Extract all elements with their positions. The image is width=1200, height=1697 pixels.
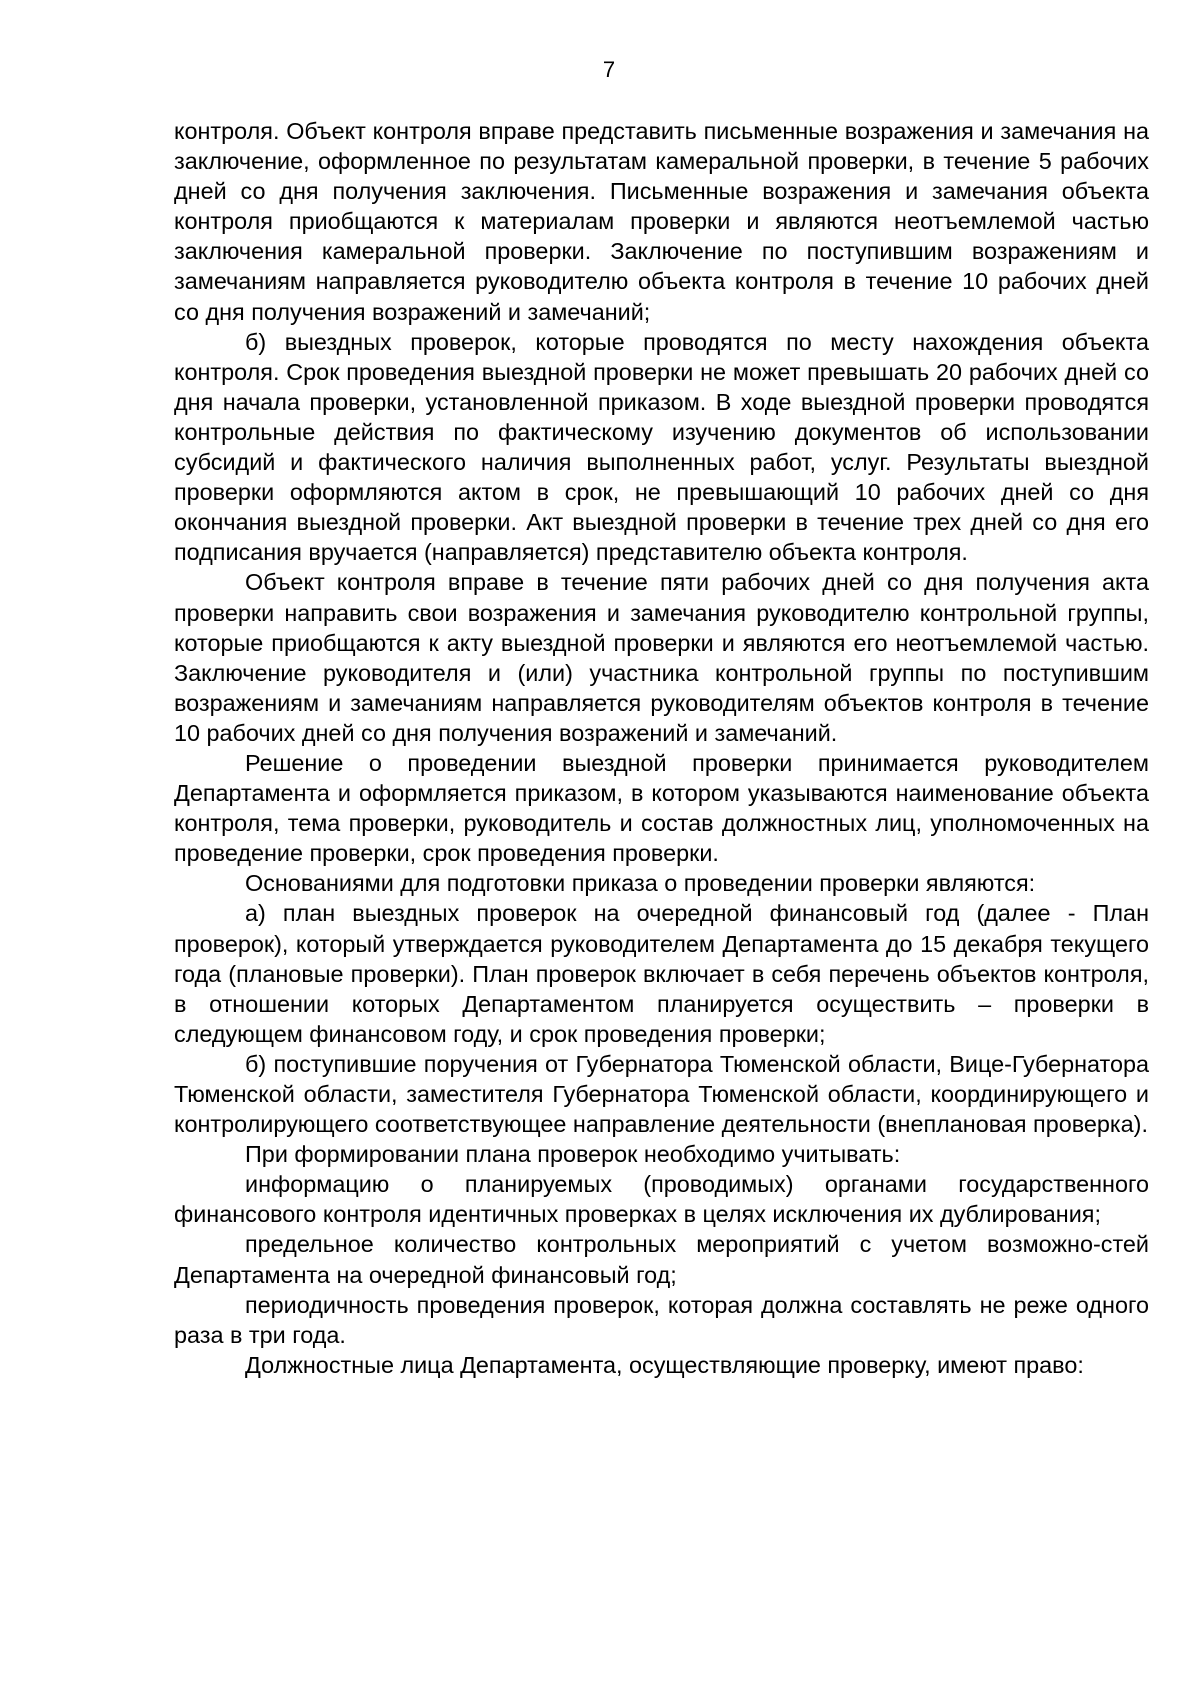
page-number: 7 [602, 57, 616, 82]
paragraph-officials-rights: Должностные лица Департамента, осуществляющие проверку, имеют право: [245, 1351, 1084, 1378]
paragraph-grounds: Основаниями для подготовки приказа о проведении проверки являются: [245, 870, 1036, 897]
paragraph-consider-limit: предельное количество контрольных мероприятий с учетом возможно-стей Департамента на очередной финансовый год; [174, 1231, 1149, 1288]
paragraph-inspection-decision: Решение о проведении выездной проверки принимается руководителем Департамента и оформляется приказом, в котором указываются наименование объекта контроля, тема проверки, руководитель и состав должностных лиц, уполномоченных на проведение проверки, срок проведения проверки. [174, 749, 1149, 867]
paragraph-consider-frequency: периодичность проведения проверок, которая должна составлять не реже одного раза в три года. [174, 1291, 1149, 1348]
paragraph-plan-considerations: При формировании плана проверок необходимо учитывать: [245, 1141, 901, 1168]
paragraph-field-inspections: б) выездных проверок, которые проводятся по месту нахождения объекта контроля. Срок проведения выездной проверки не может превышать 20 рабочих дней со дня начала проверки, установленной приказом. В ходе выездной проверки проводятся контрольные действия по фактическому изучению документов об использовании субсидий и фактического наличия выполненных работ, услуг. Результаты выездной проверки оформляются актом в срок, не превышающий 10 рабочих дней со дня окончания выездной проверки. Акт выездной проверки в течение трех дней со дня его подписания вручается (направляется) представителю объекта контроля. [174, 328, 1149, 566]
paragraph-1-continuation: контроля. Объект контроля вправе представить письменные возражения и замечания на заключение, оформленное по результатам камеральной проверки, в течение 5 рабочих дней со дня получения заключения. Письменные возражения и замечания объекта контроля приобщаются к материалам проверки и являются неотъемлемой частью заключения камеральной проверки. Заключение по поступившим возражениям и замечаниям направляется руководителю объекта контроля в течение 10 рабочих дней со дня получения возражений и замечаний; [174, 118, 1149, 325]
paragraph-grounds-a: а) план выездных проверок на очередной финансовый год (далее - План проверок), который утверждается руководителем Департамента до 15 декабря текущего года (плановые проверки). План проверок включает в себя перечень объектов контроля, в отношении которых Департаментом планируется осуществить – проверки в следующем финансовом году, и срок проведения проверки; [174, 900, 1149, 1047]
paragraph-consider-information: информацию о планируемых (проводимых) органами государственного финансового контроля идентичных проверках в целях исключения их дублирования; [174, 1171, 1149, 1228]
paragraph-grounds-b: б) поступившие поручения от Губернатора Тюменской области, Вице-Губернатора Тюменской области, заместителя Губернатора Тюменской области, координирующего и контролирующего соответствующее направление деятельности (внеплановая проверка). [174, 1050, 1149, 1138]
document-body [174, 116, 1149, 1380]
paragraph-objections: Объект контроля вправе в течение пяти рабочих дней со дня получения акта проверки направить свои возражения и замечания руководителю контрольной группы, которые приобщаются к акту выездной проверки и являются его неотъемлемой частью. Заключение руководителя и (или) участника контрольной группы по поступившим возражениям и замечаниям направляется руководителям объектов контроля в течение 10 рабочих дней со дня получения возражений и замечаний. [174, 569, 1149, 746]
